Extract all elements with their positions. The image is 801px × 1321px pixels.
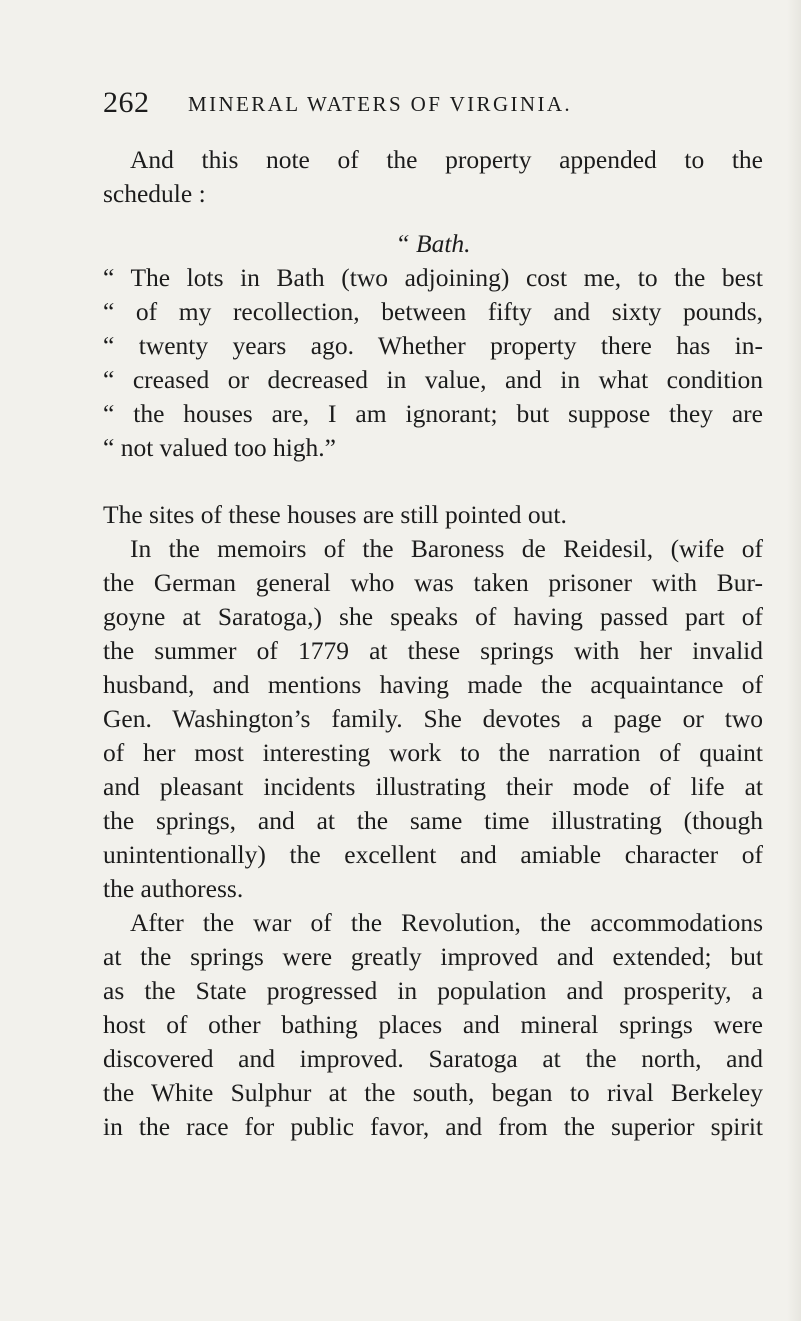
text-line: And this note of the property appended to the — [130, 145, 763, 174]
quote-line: “ creased or decreased in value, and in what condition — [103, 365, 763, 394]
page-header — [103, 86, 761, 126]
text-line: the authoress. — [103, 874, 244, 903]
text-line: husband, and mentions having made the acquaintance of — [103, 670, 763, 699]
text-line: goyne at Saratoga,) she speaks of having passed part of — [103, 602, 763, 631]
text-line: host of other bathing places and mineral springs were — [103, 1010, 763, 1039]
text-line: Gen. Washington’s family. She devotes a page or two — [103, 704, 763, 733]
page-edge-shadow — [787, 0, 801, 1321]
quote-line: “ not valued too high.” — [103, 433, 336, 462]
text-line: at the springs were greatly improved and extended; but — [103, 942, 763, 971]
text-line: After the war of the Revolution, the accommodations — [130, 908, 763, 937]
text-line: in the race for public favor, and from the superior spirit — [103, 1112, 763, 1141]
text-line: the summer of 1779 at these springs with her invalid — [103, 636, 763, 665]
text-line: discovered and improved. Saratoga at the north, and — [103, 1044, 763, 1073]
text-line: of her most interesting work to the narration of quaint — [103, 738, 763, 767]
running-title: MINERAL WATERS OF VIRGINIA. — [188, 92, 573, 116]
text-line: The sites of these houses are still pointed out. — [103, 500, 567, 529]
quote-line: “ The lots in Bath (two adjoining) cost me, to the best — [103, 263, 763, 292]
quote-line: “ of my recollection, between fifty and sixty pounds, — [103, 297, 763, 326]
text-line: unintentionally) the excellent and amiable character of — [103, 840, 763, 869]
letter-heading: “ Bath. — [395, 229, 471, 258]
text-line: In the memoirs of the Baroness de Reidesil, (wife of — [130, 534, 763, 563]
text-line: as the State progressed in population and prosperity, a — [103, 976, 763, 1005]
page-number: 262 — [103, 86, 150, 119]
text-line: and pleasant incidents illustrating their mode of life at — [103, 772, 763, 801]
quote-line: “ twenty years ago. Whether property there has in- — [103, 331, 763, 360]
text-line: the German general who was taken prisoner with Bur- — [103, 568, 763, 597]
text-line: the White Sulphur at the south, began to rival Berkeley — [103, 1078, 763, 1107]
quote-line: “ the houses are, I am ignorant; but suppose they are — [103, 399, 763, 428]
text-line: the springs, and at the same time illustrating (though — [103, 806, 763, 835]
text-line: schedule : — [103, 179, 206, 208]
